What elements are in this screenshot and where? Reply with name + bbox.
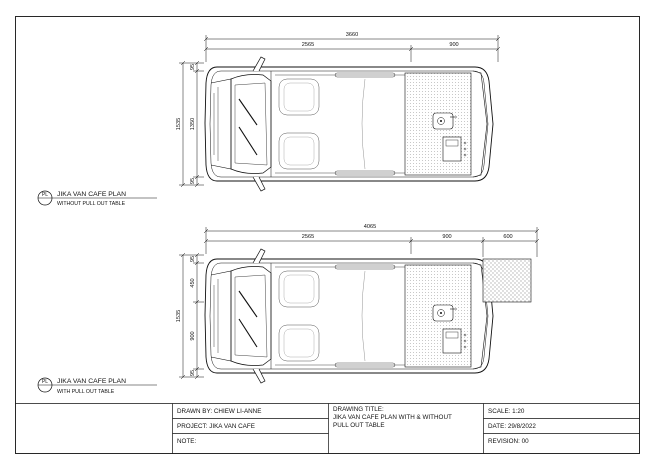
segment-length-label: 600: [503, 234, 513, 240]
segment-length-label: 900: [449, 42, 459, 48]
overall-length-label: 4065: [363, 224, 377, 230]
length-dimension: [204, 35, 500, 62]
overall-width-label: 1535: [176, 117, 182, 131]
plan-subtitle: WITHOUT PULL OUT TABLE: [57, 201, 126, 207]
plan-subtitle: WITH PULL OUT TABLE: [57, 389, 115, 395]
plan-tag-label: PL: [41, 379, 49, 385]
drawn-by-field: DRAWN BY: CHIEW LI-ANNE: [177, 408, 262, 415]
note-field: NOTE:: [177, 438, 197, 445]
date-field: DATE: 29/8/2022: [488, 423, 536, 430]
drawing-title-line: JIKA VAN CAFE PLAN WITH & WITHOUT: [333, 414, 452, 421]
width-segment-label: 450: [190, 278, 196, 288]
segment-length-label: 2565: [301, 42, 315, 48]
project-field: PROJECT: JIKA VAN CAFE: [177, 423, 255, 430]
width-segment-label: 95: [190, 255, 196, 263]
pull-out-table: [483, 259, 531, 302]
width-segment-label: 95: [190, 369, 196, 377]
segment-length-label: 2565: [301, 234, 315, 240]
segment-length-label: 900: [442, 234, 452, 240]
revision-field: REVISION: 00: [488, 438, 529, 445]
width-segment-label: 95: [190, 63, 196, 71]
title-block: [16, 404, 640, 454]
drawing-title-line: PULL OUT TABLE: [333, 422, 385, 429]
plan-tag-label: PL: [41, 192, 49, 198]
plan-title: JIKA VAN CAFE PLAN: [57, 378, 126, 385]
plan-title: JIKA VAN CAFE PLAN: [57, 191, 126, 198]
plan-with-table: [38, 224, 539, 395]
scale-field: SCALE: 1:20: [488, 408, 525, 415]
plan-without-table: [38, 32, 500, 207]
drawing-title-label: DRAWING TITLE:: [333, 406, 384, 413]
length-dimension: [204, 227, 539, 257]
width-dimension: [179, 253, 204, 379]
width-segment-label: 900: [190, 331, 196, 341]
overall-width-label: 1535: [176, 309, 182, 323]
width-segment-label: 95: [190, 177, 196, 185]
width-segment-label: 1350: [190, 117, 196, 131]
overall-length-label: 3660: [345, 32, 359, 38]
